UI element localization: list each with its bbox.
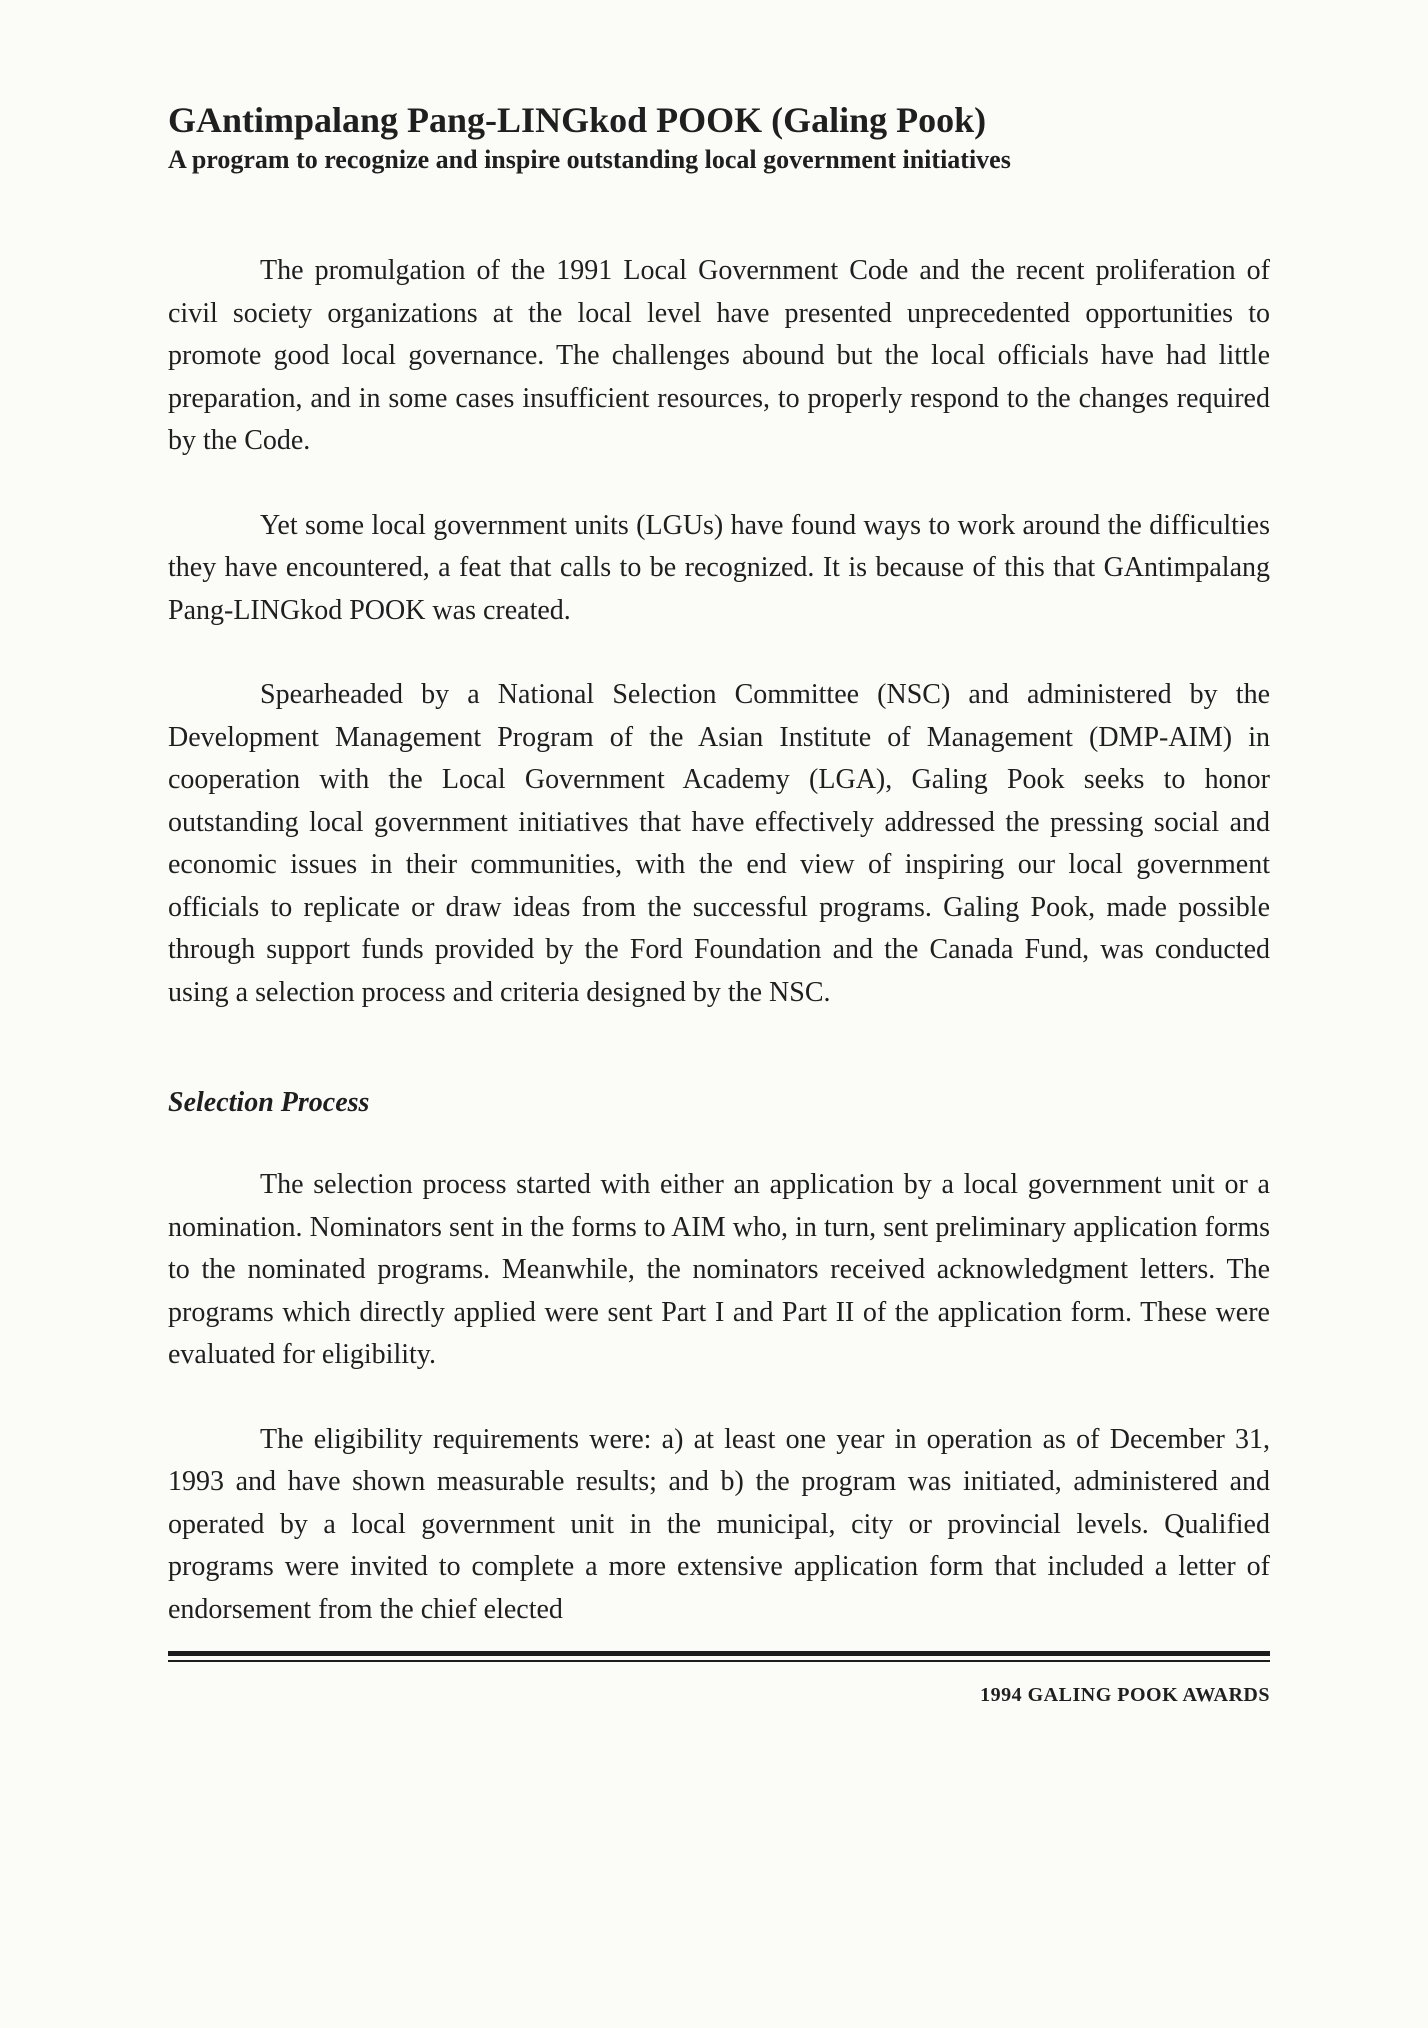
footer-rule-thin <box>168 1660 1270 1662</box>
paragraph: The eligibility requirements were: a) at least one year in operation as of December 31, 1993 and have shown measurable results; and b) the program was initiated, administered and operated by a local government unit in the municipal, city or provincial levels. Qualified programs were invited to complete a more extensive application form that included a letter of endorsement from the chief elected <box>168 1423 1270 1625</box>
page-subtitle: A program to recognize and inspire outstanding local government initiatives <box>168 145 1011 174</box>
paragraph: The selection process started with either an application by a local government unit or a nomination. Nominators sent in the forms to AIM who, in turn, sent preliminary application forms to the nominated programs. Meanwhile, the nominators received acknowledgment letters. The programs which directly applied were sent Part I and Part II of the application form. These were evaluated for eligibility. <box>168 1169 1270 1370</box>
document-page <box>168 100 1270 1707</box>
paragraph: Spearheaded by a National Selection Committee (NSC) and administered by the Development Management Program of the Asian Institute of Management (DMP-AIM) in cooperation with the Local Government Academy (LGA), Galing Pook seeks to honor outstanding local government initiatives that have effectively addressed the pressing social and economic issues in their communities, with the end view of inspiring our local government officials to replicate or draw ideas from the successful programs. Galing Pook, made possible through support funds provided by the Ford Foundation and the Canada Fund, was conducted using a selection process and criteria designed by the NSC. <box>168 679 1270 1008</box>
paragraph: The promulgation of the 1991 Local Government Code and the recent proliferation of civil society organizations at the local level have presented unprecedented opportunities to promote good local governance. The challenges abound but the local officials have had little preparation, and in some cases insufficient resources, to properly respond to the changes required by the Code. <box>168 255 1270 456</box>
paragraph: Yet some local government units (LGUs) have found ways to work around the difficulties they have encountered, a feat that calls to be recognized. It is because of this that GAntimpalang Pang-LINGkod POOK was created. <box>168 509 1270 626</box>
page-footer: 1994 GALING POOK AWARDS <box>980 1684 1270 1706</box>
footer-rule <box>168 1651 1270 1662</box>
page-title: GAntimpalang Pang-LINGkod POOK (Galing Pook) <box>168 100 987 140</box>
footer-rule-thick <box>168 1651 1270 1656</box>
section-heading: Selection Process <box>168 1087 370 1118</box>
